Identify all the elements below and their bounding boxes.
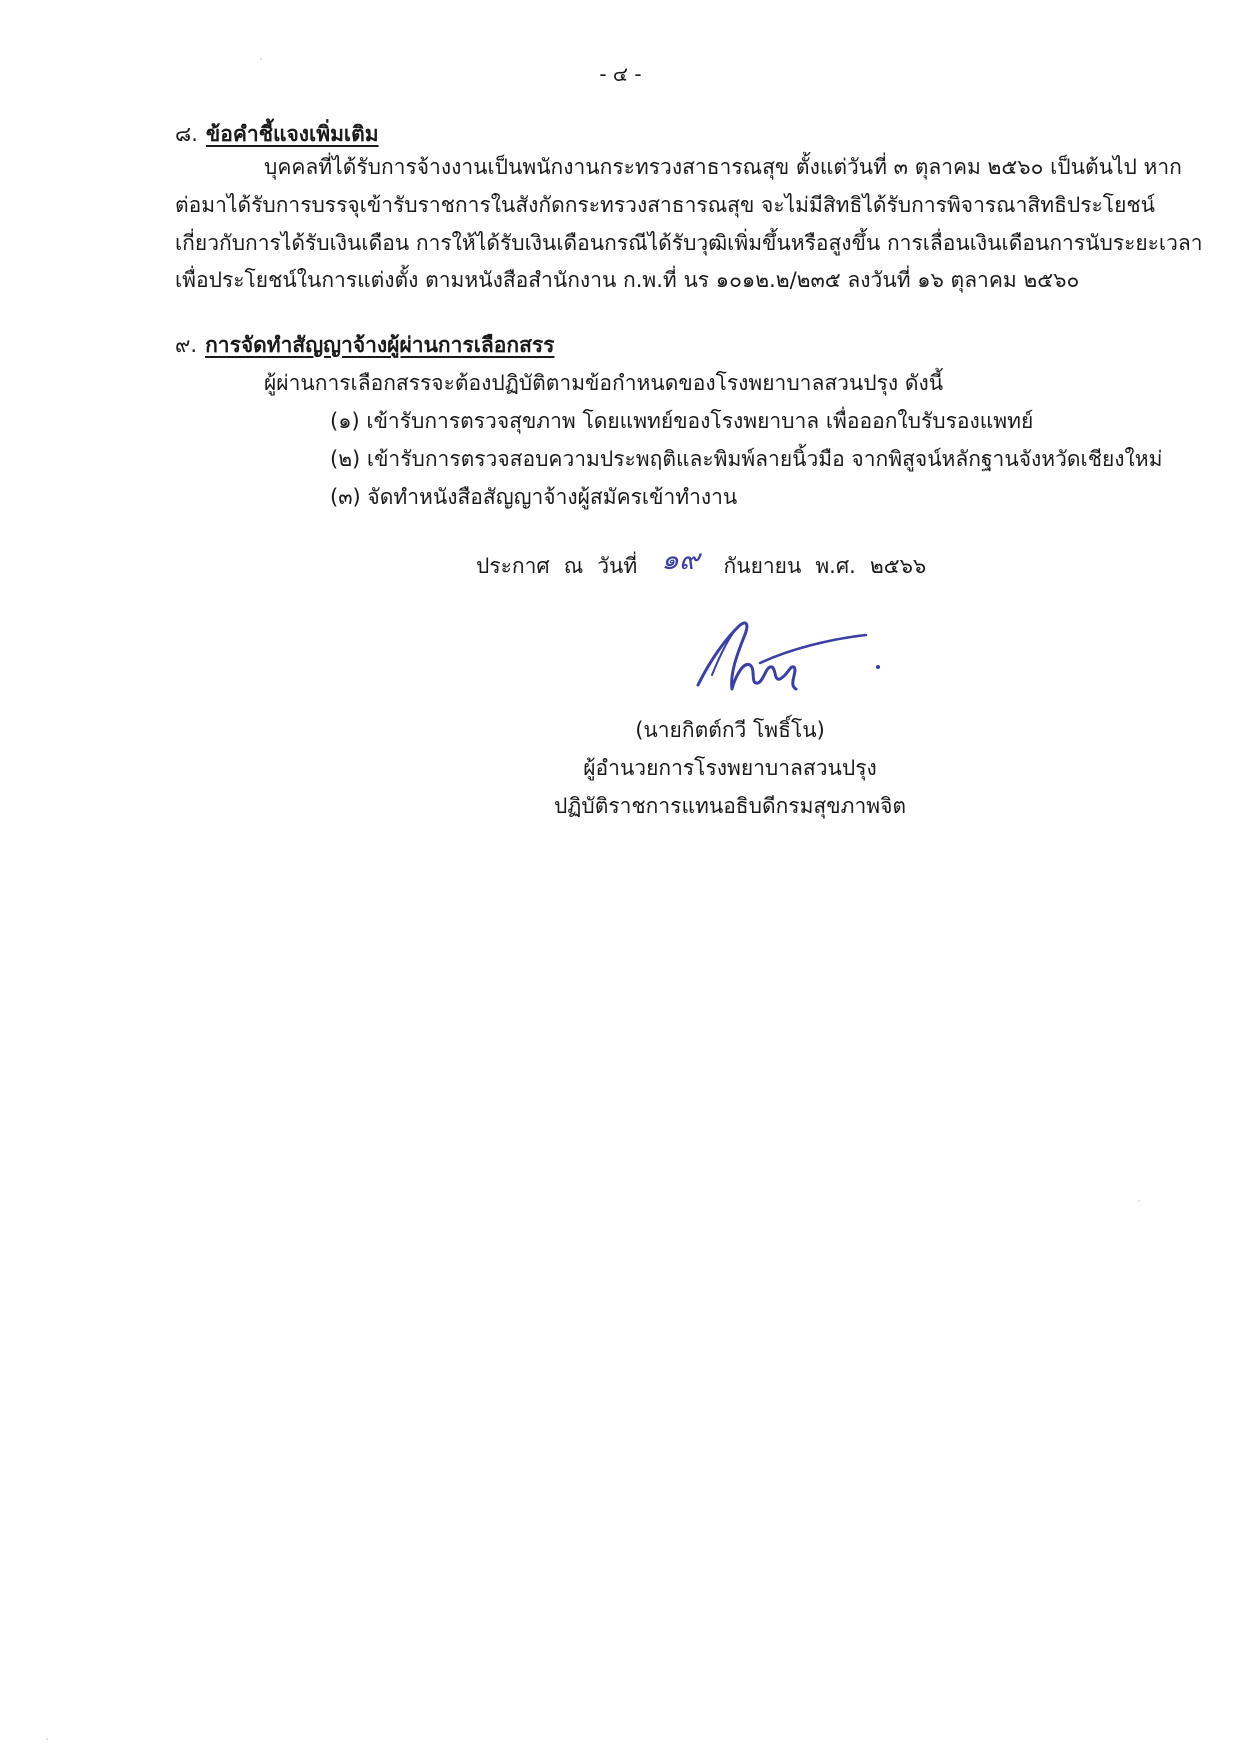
- section-8-paragraph-line-2: ต่อมาได้รับการบรรจุเข้ารับราชการในสังกัดกระทรวงสาธารณสุข จะไม่มีสิทธิได้รับการพิจารณาสิทธิประโยชน์: [175, 193, 1155, 217]
- scan-speck: [1138, 1200, 1140, 1202]
- section-9-title: การจัดทำสัญญาจ้างผู้ผ่านการเลือกสรร: [205, 333, 555, 357]
- signatory-name: (นายกิตต์กวี โพธิ์โน): [635, 718, 825, 742]
- handwritten-day: ๑๙: [661, 543, 700, 576]
- page-number: - ๔ -: [599, 62, 642, 86]
- section-8-number: ๘.: [175, 122, 198, 146]
- section-9-item-3: (๓) จัดทำหนังสือสัญญาจ้างผู้สมัครเข้าทำงาน: [330, 485, 738, 509]
- section-9-number: ๙.: [175, 333, 198, 357]
- scan-speck: [260, 58, 262, 60]
- announcement-era: พ.ศ.: [815, 554, 856, 578]
- announcement-prefix: ประกาศ: [476, 554, 550, 578]
- signatory-position: ผู้อำนวยการโรงพยาบาลสวนปรุง: [583, 756, 877, 780]
- announcement-month: กันยายน: [723, 554, 802, 578]
- section-9-item-1: (๑) เข้ารับการตรวจสุขภาพ โดยแพทย์ของโรงพยาบาล เพื่อออกใบรับรองแพทย์: [330, 409, 1034, 433]
- scan-speck: [46, 1738, 48, 1740]
- section-8-paragraph-line-3: เกี่ยวกับการได้รับเงินเดือน การให้ได้รับเงินเดือนกรณีได้รับวุฒิเพิ่มขึ้นหรือสูงขึ้น การเลื่อนเงินเดือนการนับระยะเวลา: [175, 231, 1203, 255]
- section-8-heading: [175, 119, 379, 149]
- signatory-acting-for: ปฏิบัติราชการแทนอธิบดีกรมสุขภาพจิต: [553, 794, 907, 818]
- handwritten-signature: [690, 605, 890, 715]
- announcement-date: [476, 543, 940, 581]
- section-9-intro: ผู้ผ่านการเลือกสรรจะต้องปฏิบัติตามข้อกำหนดของโรงพยาบาลสวนปรุง ดังนี้: [264, 371, 944, 395]
- section-8-paragraph-line-4: เพื่อประโยชน์ในการแต่งตั้ง ตามหนังสือสำนักงาน ก.พ.ที่ นร ๑๐๑๒.๒/๒๓๕ ลงวันที่ ๑๖ ตุลาคม ๒๕๖๐: [175, 268, 1080, 292]
- section-8-title: ข้อคำชี้แจงเพิ่มเติม: [205, 122, 379, 146]
- section-8-paragraph-line-1: บุคคลที่ได้รับการจ้างงานเป็นพนักงานกระทรวงสาธารณสุข ตั้งแต่วันที่ ๓ ตุลาคม ๒๕๖๐ เป็นต้นไป หาก: [264, 155, 1182, 179]
- announcement-year: ๒๕๖๖: [869, 554, 927, 578]
- announcement-at: ณ: [563, 554, 584, 578]
- section-9-heading: [175, 330, 554, 360]
- section-9-item-2: (๒) เข้ารับการตรวจสอบความประพฤติและพิมพ์ลายนิ้วมือ จากพิสูจน์หลักฐานจังหวัดเชียงใหม่: [330, 447, 1163, 471]
- announcement-day-word: วันที่: [597, 554, 638, 578]
